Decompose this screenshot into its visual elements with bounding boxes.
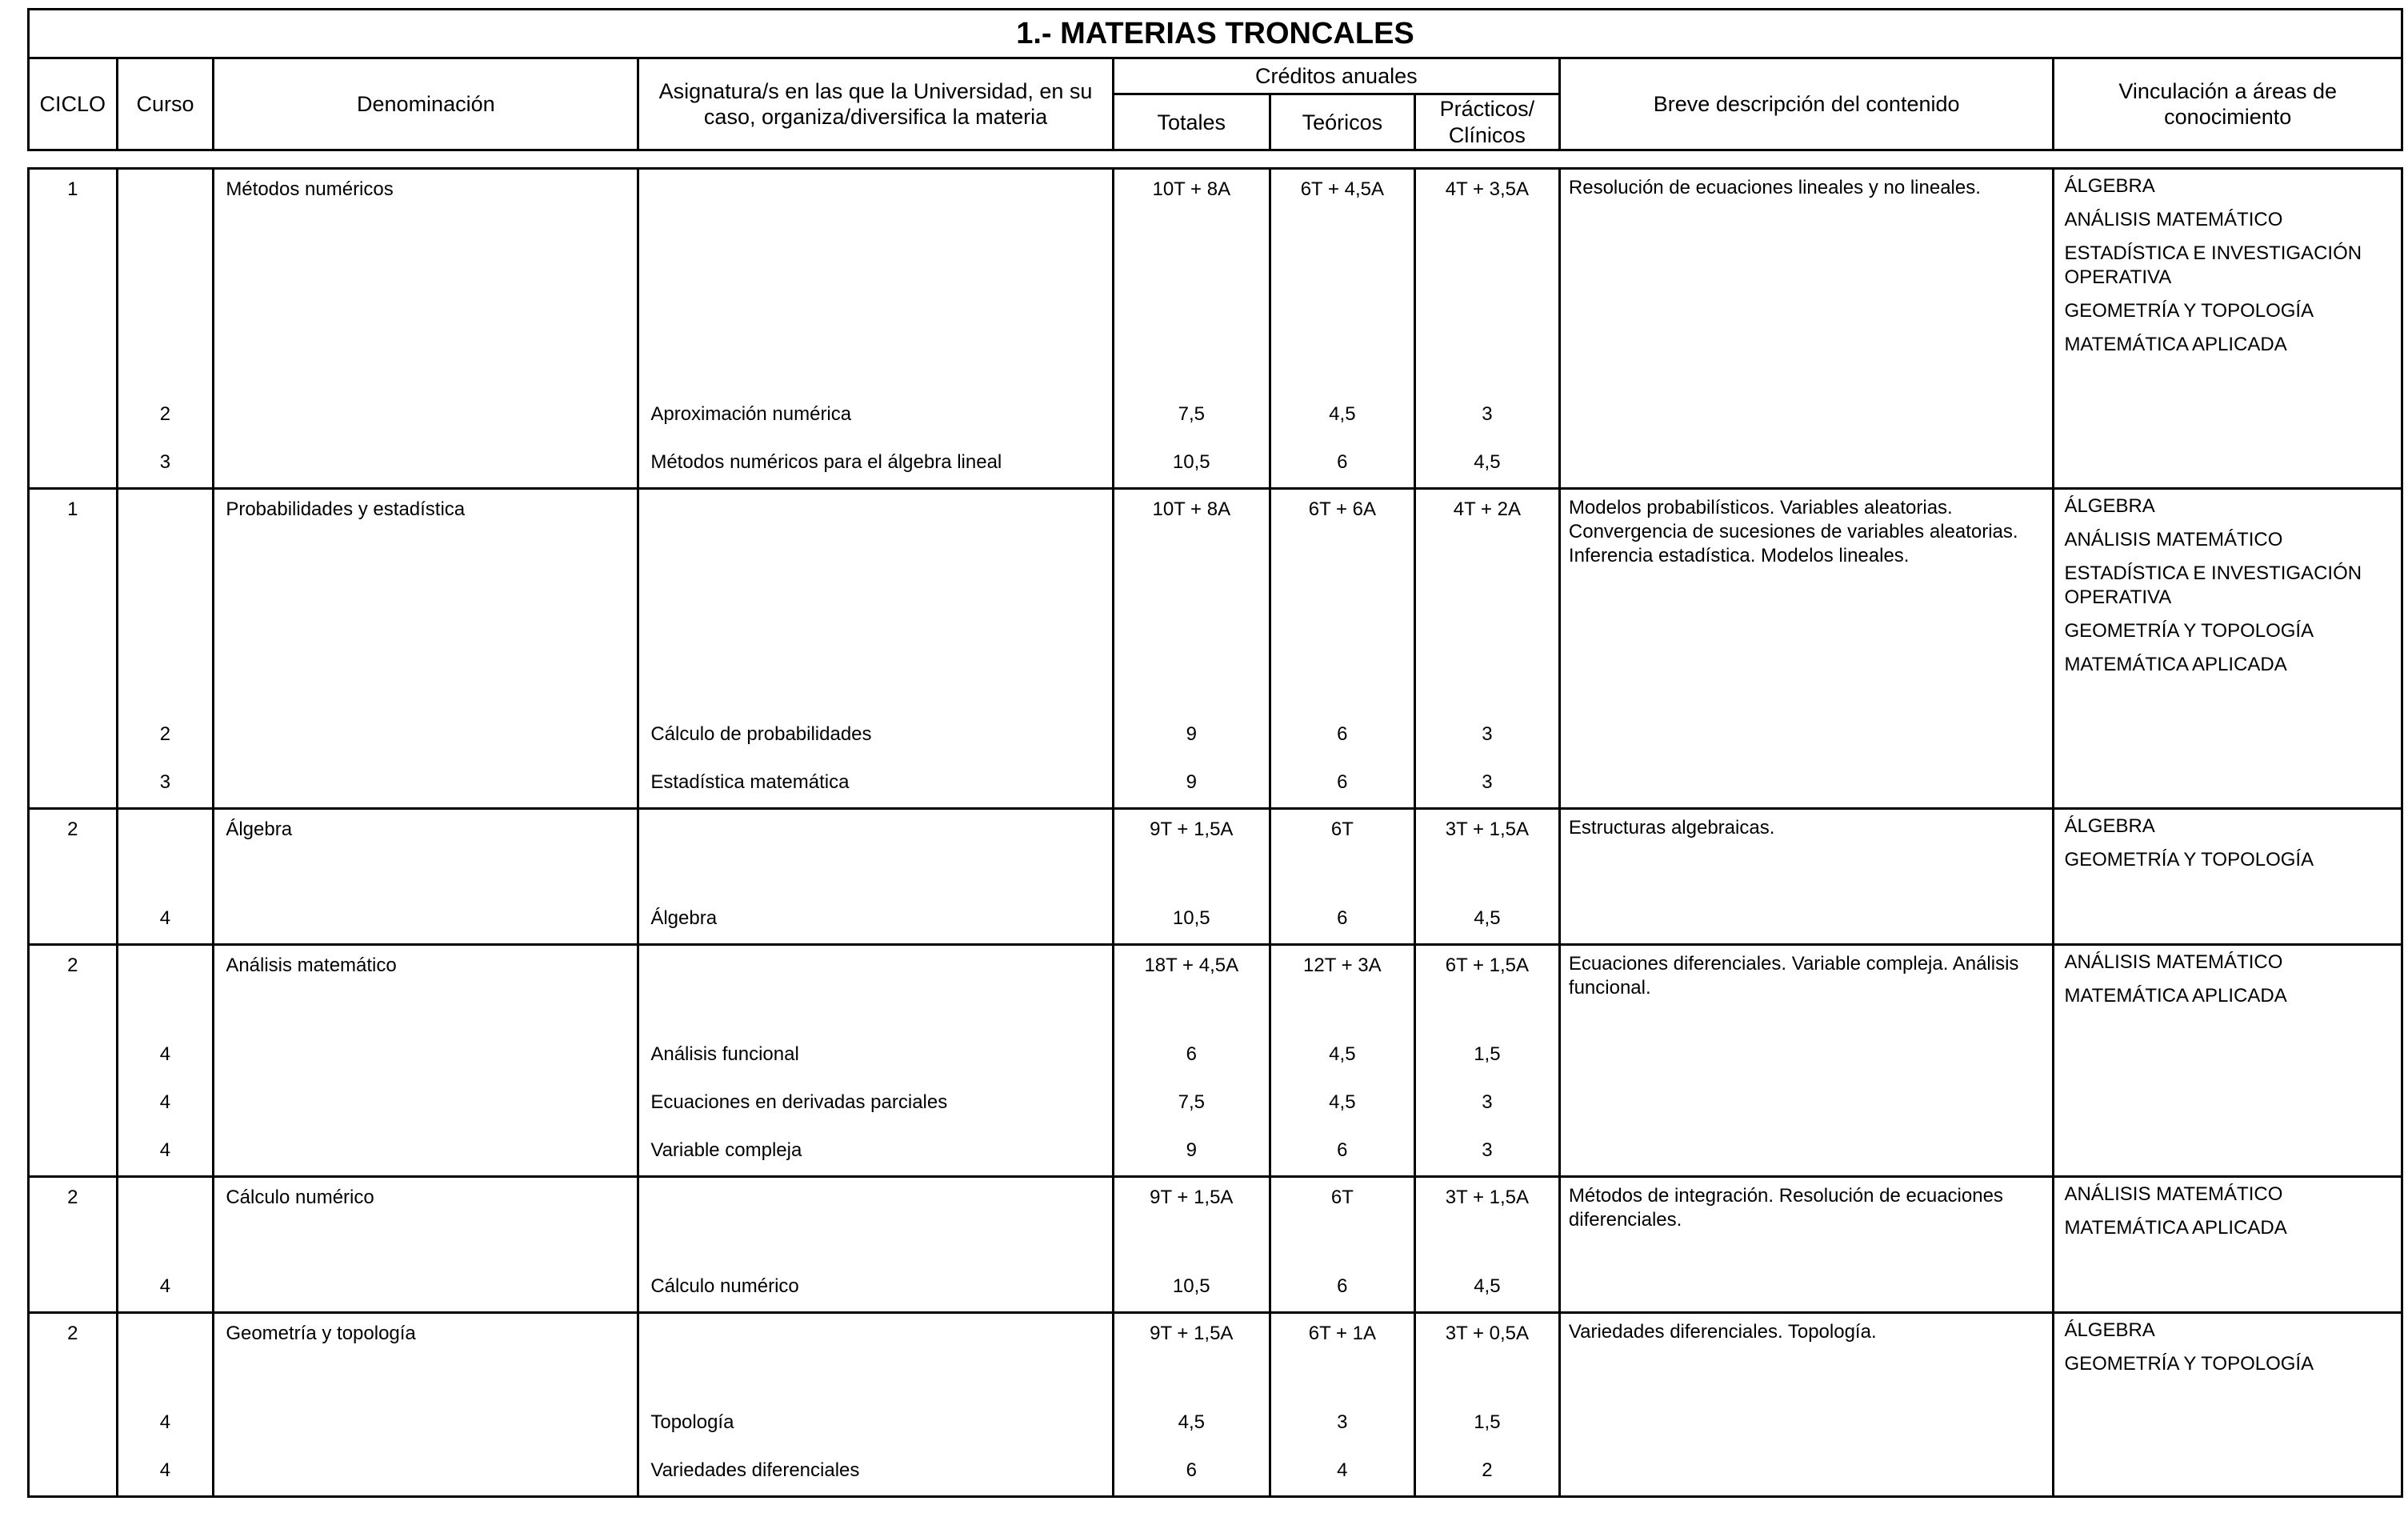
teoricos-asignatura-value: 4,5 [1329, 1091, 1356, 1113]
materia-areas [2054, 169, 2402, 489]
materia-ciclo [29, 1313, 118, 1497]
materia-asignaturas [638, 169, 1113, 489]
materia-areas [2054, 1313, 2402, 1497]
curso-value: 2 [159, 723, 171, 745]
header-ciclo: CICLO [29, 58, 118, 150]
materia-descripcion [1559, 169, 2054, 489]
practicos-asignatura-value: 2 [1482, 1459, 1493, 1481]
curso-value: 4 [159, 1275, 171, 1297]
materia-descripcion [1559, 489, 2054, 809]
areas-list [2054, 1314, 2401, 1376]
curso-value: 4 [159, 1411, 171, 1433]
totales-asignatura-value: 4,5 [1178, 1411, 1205, 1433]
asignatura-name: Aproximación numérica [650, 403, 852, 425]
materia-totales [1113, 945, 1270, 1177]
materia-totales [1113, 1177, 1270, 1313]
totales-asignatura-value: 10,5 [1172, 451, 1210, 473]
area-item: MATEMÁTICA APLICADA [2064, 985, 2287, 1007]
materias-table [27, 167, 2403, 1498]
materia-areas [2054, 945, 2402, 1177]
materia-row [29, 809, 2402, 945]
curso-value: 4 [159, 1043, 171, 1065]
denominacion-value: Análisis matemático [226, 955, 397, 976]
teoricos-asignatura-value: 4,5 [1329, 1043, 1356, 1065]
totales-asignatura-value: 9 [1186, 771, 1197, 793]
materia-totales [1113, 1313, 1270, 1497]
curso-value: 4 [159, 1139, 171, 1161]
materia-row [29, 1177, 2402, 1313]
asignatura-name: Variedades diferenciales [650, 1459, 860, 1481]
materia-descripcion [1559, 1177, 2054, 1313]
header-table [27, 8, 2403, 151]
teoricos-asignatura-value: 6 [1337, 1139, 1348, 1161]
materia-row [29, 945, 2402, 1177]
totales-asignatura-value: 7,5 [1178, 1091, 1205, 1113]
materia-curso [117, 945, 214, 1177]
teoricos-materia-value: 6T + 1A [1308, 1323, 1376, 1344]
header-vinculacion: Vinculación a áreas de conocimiento [2054, 58, 2402, 150]
totales-asignatura-value: 7,5 [1178, 403, 1205, 425]
practicos-asignatura-value: 4,5 [1474, 451, 1501, 473]
materia-asignaturas [638, 1177, 1113, 1313]
area-item: GEOMETRÍA Y TOPOLOGÍA [2064, 849, 2314, 871]
materia-practicos [1414, 945, 1559, 1177]
page-title: 1.- MATERIAS TRONCALES [29, 10, 2402, 58]
denominacion-value: Geometría y topología [226, 1323, 416, 1344]
area-item: ANÁLISIS MATEMÁTICO [2064, 209, 2283, 230]
materia-denominacion [214, 945, 638, 1177]
materia-descripcion [1559, 1313, 2054, 1497]
curso-value: 4 [159, 907, 171, 929]
practicos-materia-value: 3T + 0,5A [1445, 1323, 1530, 1344]
teoricos-asignatura-value: 6 [1337, 771, 1348, 793]
area-item: GEOMETRÍA Y TOPOLOGÍA [2064, 300, 2314, 322]
descripcion-text: Modelos probabilísticos. Variables aleatorias. Convergencia de sucesiones de variables aleatorias. Inferencia estadística. Modelos lineales. [1568, 497, 2018, 566]
totales-asignatura-value: 6 [1186, 1459, 1197, 1481]
materia-totales [1113, 489, 1270, 809]
teoricos-materia-value: 6T [1330, 1187, 1354, 1208]
totales-materia-value: 10T + 8A [1152, 178, 1231, 200]
materia-descripcion [1559, 945, 2054, 1177]
area-item: ESTADÍSTICA E INVESTIGACIÓN OPERATIVA [2064, 562, 2362, 608]
totales-asignatura-value: 6 [1186, 1043, 1197, 1065]
materia-denominacion [214, 489, 638, 809]
descripcion-text: Variedades diferenciales. Topología. [1568, 1321, 1877, 1343]
materia-practicos [1414, 489, 1559, 809]
teoricos-materia-value: 12T + 3A [1303, 955, 1382, 976]
practicos-asignatura-value: 3 [1482, 403, 1493, 425]
practicos-asignatura-value: 3 [1482, 1139, 1493, 1161]
materia-practicos [1414, 1313, 1559, 1497]
totales-materia-value: 9T + 1,5A [1150, 1323, 1234, 1344]
materia-curso [117, 169, 214, 489]
area-item: MATEMÁTICA APLICADA [2064, 654, 2287, 675]
descripcion-text: Métodos de integración. Resolución de ecuaciones diferenciales. [1568, 1185, 2003, 1231]
areas-list [2054, 1178, 2401, 1240]
curso-value: 3 [159, 771, 171, 793]
areas-list [2054, 946, 2401, 1008]
asignatura-name: Topología [650, 1411, 734, 1433]
area-item: GEOMETRÍA Y TOPOLOGÍA [2064, 620, 2314, 642]
asignatura-name: Estadística matemática [650, 771, 850, 793]
practicos-asignatura-value: 3 [1482, 771, 1493, 793]
area-item: GEOMETRÍA Y TOPOLOGÍA [2064, 1353, 2314, 1375]
areas-list [2054, 810, 2401, 872]
materia-ciclo [29, 169, 118, 489]
materia-row [29, 169, 2402, 489]
denominacion-value: Álgebra [226, 819, 293, 840]
materia-descripcion [1559, 809, 2054, 945]
curso-value: 3 [159, 451, 171, 473]
materia-denominacion [214, 169, 638, 489]
materia-teoricos [1270, 1177, 1414, 1313]
area-item: ANÁLISIS MATEMÁTICO [2064, 529, 2283, 550]
materia-totales [1113, 169, 1270, 489]
header-creditos: Créditos anuales [1113, 58, 1559, 94]
teoricos-asignatura-value: 4,5 [1329, 403, 1356, 425]
materia-teoricos [1270, 1313, 1414, 1497]
area-item: ESTADÍSTICA E INVESTIGACIÓN OPERATIVA [2064, 242, 2362, 288]
practicos-asignatura-value: 3 [1482, 1091, 1493, 1113]
areas-list [2054, 170, 2401, 357]
materia-teoricos [1270, 489, 1414, 809]
ciclo-value: 2 [67, 1187, 78, 1208]
materia-areas [2054, 489, 2402, 809]
materia-practicos [1414, 1177, 1559, 1313]
area-item: ÁLGEBRA [2064, 175, 2155, 197]
totales-materia-value: 9T + 1,5A [1150, 1187, 1234, 1208]
header-practicos: Prácticos/ Clínicos [1414, 94, 1559, 150]
materia-asignaturas [638, 809, 1113, 945]
ciclo-value: 1 [67, 178, 78, 200]
materia-ciclo [29, 809, 118, 945]
teoricos-asignatura-value: 6 [1337, 451, 1348, 473]
materia-curso [117, 809, 214, 945]
header-denominacion: Denominación [214, 58, 638, 150]
asignatura-name: Análisis funcional [650, 1043, 799, 1065]
asignatura-name: Cálculo de probabilidades [650, 723, 872, 745]
curso-value: 4 [159, 1091, 171, 1113]
practicos-materia-value: 4T + 2A [1453, 498, 1522, 520]
curso-value: 4 [159, 1459, 171, 1481]
totales-asignatura-value: 9 [1186, 1139, 1197, 1161]
materia-ciclo [29, 945, 118, 1177]
area-item: ÁLGEBRA [2064, 815, 2155, 837]
materia-denominacion [214, 1177, 638, 1313]
materia-asignaturas [638, 945, 1113, 1177]
teoricos-asignatura-value: 6 [1337, 907, 1348, 929]
denominacion-value: Métodos numéricos [226, 178, 394, 200]
materia-ciclo [29, 489, 118, 809]
header-asignaturas: Asignatura/s en las que la Universidad, en su caso, organiza/diversifica la materia [638, 58, 1113, 150]
materia-teoricos [1270, 945, 1414, 1177]
materia-totales [1113, 809, 1270, 945]
area-item: ANÁLISIS MATEMÁTICO [2064, 951, 2283, 973]
materia-curso [117, 489, 214, 809]
asignatura-name: Ecuaciones en derivadas parciales [650, 1091, 948, 1113]
practicos-asignatura-value: 4,5 [1474, 907, 1501, 929]
teoricos-materia-value: 6T + 6A [1308, 498, 1376, 520]
practicos-asignatura-value: 1,5 [1474, 1411, 1501, 1433]
materia-teoricos [1270, 169, 1414, 489]
materia-areas [2054, 809, 2402, 945]
asignatura-name: Métodos numéricos para el álgebra lineal [650, 451, 1002, 473]
materia-row [29, 489, 2402, 809]
materia-practicos [1414, 809, 1559, 945]
areas-list [2054, 490, 2401, 677]
header-descripcion: Breve descripción del contenido [1559, 58, 2054, 150]
asignatura-name: Cálculo numérico [650, 1275, 799, 1297]
practicos-materia-value: 3T + 1,5A [1445, 1187, 1530, 1208]
descripcion-text: Resolución de ecuaciones lineales y no lineales. [1568, 177, 1981, 198]
area-item: MATEMÁTICA APLICADA [2064, 334, 2287, 355]
teoricos-materia-value: 6T [1330, 819, 1354, 840]
teoricos-materia-value: 6T + 4,5A [1300, 178, 1384, 200]
materia-denominacion [214, 809, 638, 945]
area-item: ÁLGEBRA [2064, 1319, 2155, 1341]
practicos-asignatura-value: 3 [1482, 723, 1493, 745]
totales-asignatura-value: 10,5 [1172, 1275, 1210, 1297]
area-item: ANÁLISIS MATEMÁTICO [2064, 1183, 2283, 1205]
descripcion-text: Ecuaciones diferenciales. Variable compleja. Análisis funcional. [1568, 953, 2019, 999]
materia-row [29, 1313, 2402, 1497]
materia-curso [117, 1313, 214, 1497]
teoricos-asignatura-value: 4 [1337, 1459, 1348, 1481]
materia-teoricos [1270, 809, 1414, 945]
totales-asignatura-value: 9 [1186, 723, 1197, 745]
ciclo-value: 2 [67, 955, 78, 976]
teoricos-asignatura-value: 3 [1337, 1411, 1348, 1433]
ciclo-value: 1 [67, 498, 78, 520]
header-teoricos: Teóricos [1270, 94, 1414, 150]
practicos-materia-value: 6T + 1,5A [1445, 955, 1530, 976]
materia-asignaturas [638, 1313, 1113, 1497]
ciclo-value: 2 [67, 1323, 78, 1344]
ciclo-value: 2 [67, 819, 78, 840]
teoricos-asignatura-value: 6 [1337, 1275, 1348, 1297]
materia-asignaturas [638, 489, 1113, 809]
materia-practicos [1414, 169, 1559, 489]
header-totales: Totales [1113, 94, 1270, 150]
totales-materia-value: 18T + 4,5A [1144, 955, 1239, 976]
totales-materia-value: 9T + 1,5A [1150, 819, 1234, 840]
practicos-materia-value: 3T + 1,5A [1445, 819, 1530, 840]
totales-asignatura-value: 10,5 [1172, 907, 1210, 929]
area-item: MATEMÁTICA APLICADA [2064, 1217, 2287, 1239]
totales-materia-value: 10T + 8A [1152, 498, 1231, 520]
materia-ciclo [29, 1177, 118, 1313]
denominacion-value: Probabilidades y estadística [226, 498, 466, 520]
curso-value: 2 [159, 403, 171, 425]
practicos-asignatura-value: 1,5 [1474, 1043, 1501, 1065]
teoricos-asignatura-value: 6 [1337, 723, 1348, 745]
materia-denominacion [214, 1313, 638, 1497]
denominacion-value: Cálculo numérico [226, 1187, 374, 1208]
area-item: ÁLGEBRA [2064, 495, 2155, 517]
materia-areas [2054, 1177, 2402, 1313]
practicos-asignatura-value: 4,5 [1474, 1275, 1501, 1297]
practicos-materia-value: 4T + 3,5A [1445, 178, 1530, 200]
asignatura-name: Álgebra [650, 907, 718, 929]
materias-troncales-document [27, 8, 2403, 1498]
materia-curso [117, 1177, 214, 1313]
descripcion-text: Estructuras algebraicas. [1568, 817, 1775, 839]
asignatura-name: Variable compleja [650, 1139, 802, 1161]
header-curso: Curso [117, 58, 214, 150]
